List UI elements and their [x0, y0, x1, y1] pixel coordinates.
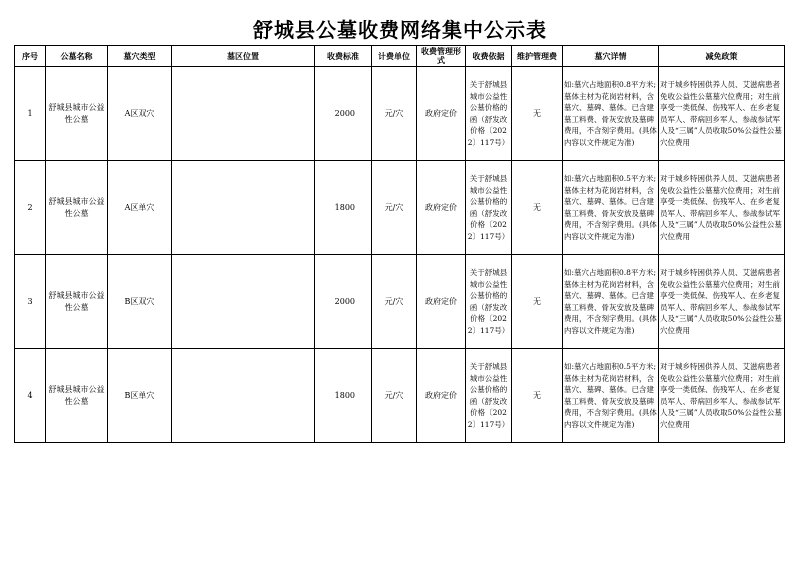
- cell-type: B区单穴: [108, 349, 172, 443]
- cell-policy: 对于城乡特困供养人员、艾滋病患者免收公益性公墓墓穴位费用；对生前享受一类低保、伤残军人、在乡老复员军人、带病回乡军人、参战参试军人及“三属”人员收取50%公益性公墓穴位费用: [659, 161, 785, 255]
- table-row: [15, 349, 785, 443]
- table-header-row: [15, 46, 785, 67]
- cell-name: 舒城县城市公益性公墓: [46, 161, 108, 255]
- cell-fee: 无: [512, 161, 563, 255]
- table-row: [15, 161, 785, 255]
- cell-price: 2000: [315, 67, 372, 161]
- cell-type: A区单穴: [108, 161, 172, 255]
- fee-table: [14, 45, 785, 443]
- header-policy: 减免政策: [659, 46, 785, 67]
- cell-mgmt: 政府定价: [417, 161, 466, 255]
- header-name: 公墓名称: [46, 46, 108, 67]
- cell-name: 舒城县城市公益性公墓: [46, 349, 108, 443]
- cell-policy: 对于城乡特困供养人员、艾滋病患者免收公益性公墓墓穴位费用；对生前享受一类低保、伤残军人、在乡老复员军人、带病回乡军人、参战参试军人及“三属”人员收取50%公益性公墓穴位费用: [659, 349, 785, 443]
- cell-fee: 无: [512, 67, 563, 161]
- cell-policy: 对于城乡特困供养人员、艾滋病患者免收公益性公墓墓穴位费用；对生前享受一类低保、伤残军人、在乡老复员军人、带病回乡军人、参战参试军人及“三属”人员收取50%公益性公墓穴位费用: [659, 67, 785, 161]
- cell-price: 1800: [315, 349, 372, 443]
- cell-unit: 元/穴: [372, 255, 417, 349]
- cell-no: 2: [15, 161, 46, 255]
- cell-mgmt: 政府定价: [417, 67, 466, 161]
- cell-unit: 元/穴: [372, 161, 417, 255]
- cell-detail: 如:墓穴占地面积0.8平方米;墓体主材为花岗岩材料，含墓穴、墓碑、墓体。已含建墓工料费、骨灰安放及墓碑费用，不含刻字费用。(具体内容以文件规定为准): [563, 67, 659, 161]
- header-unit: 计费单位: [372, 46, 417, 67]
- cell-no: 4: [15, 349, 46, 443]
- cell-detail: 如:墓穴占地面积0.5平方米;墓体主材为花岗岩材料，含墓穴、墓碑、墓体。已含建墓工料费、骨灰安放及墓碑费用，不含刻字费用。(具体内容以文件规定为准): [563, 161, 659, 255]
- header-price: 收费标准: [315, 46, 372, 67]
- cell-type: B区双穴: [108, 255, 172, 349]
- cell-price: 2000: [315, 255, 372, 349]
- cell-unit: 元/穴: [372, 67, 417, 161]
- cell-location: [172, 67, 315, 161]
- header-location: 墓区位置: [172, 46, 315, 67]
- header-basis: 收费依据: [466, 46, 512, 67]
- cell-basis: 关于舒城县城市公益性公墓价格的函（舒发改价格〔2022〕117号）: [466, 161, 512, 255]
- table-row: [15, 255, 785, 349]
- cell-location: [172, 255, 315, 349]
- table-row: [15, 67, 785, 161]
- cell-mgmt: 政府定价: [417, 349, 466, 443]
- header-detail: 墓穴详情: [563, 46, 659, 67]
- page-title: 舒城县公墓收费网络集中公示表: [253, 18, 547, 42]
- header-type: 墓穴类型: [108, 46, 172, 67]
- cell-name: 舒城县城市公益性公墓: [46, 255, 108, 349]
- cell-location: [172, 349, 315, 443]
- cell-basis: 关于舒城县城市公益性公墓价格的函（舒发改价格〔2022〕117号）: [466, 67, 512, 161]
- cell-detail: 如:墓穴占地面积0.5平方米;墓体主材为花岗岩材料，含墓穴、墓碑、墓体。已含建墓工料费、骨灰安放及墓碑费用，不含刻字费用。(具体内容以文件规定为准): [563, 349, 659, 443]
- cell-no: 1: [15, 67, 46, 161]
- cell-location: [172, 161, 315, 255]
- cell-fee: 无: [512, 349, 563, 443]
- header-no: 序号: [15, 46, 46, 67]
- header-mgmt: 收费管理形 式: [417, 46, 466, 67]
- cell-unit: 元/穴: [372, 349, 417, 443]
- cell-basis: 关于舒城县城市公益性公墓价格的函（舒发改价格〔2022〕117号）: [466, 255, 512, 349]
- cell-basis: 关于舒城县城市公益性公墓价格的函（舒发改价格〔2022〕117号）: [466, 349, 512, 443]
- header-fee: 维护管理费: [512, 46, 563, 67]
- cell-detail: 如:墓穴占地面积0.8平方米;墓体主材为花岗岩材料，含墓穴、墓碑、墓体。已含建墓工料费、骨灰安放及墓碑费用，不含刻字费用。(具体内容以文件规定为准): [563, 255, 659, 349]
- cell-type: A区双穴: [108, 67, 172, 161]
- cell-price: 1800: [315, 161, 372, 255]
- cell-no: 3: [15, 255, 46, 349]
- cell-policy: 对于城乡特困供养人员、艾滋病患者免收公益性公墓墓穴位费用；对生前享受一类低保、伤残军人、在乡老复员军人、带病回乡军人、参战参试军人及“三属”人员收取50%公益性公墓穴位费用: [659, 255, 785, 349]
- cell-name: 舒城县城市公益性公墓: [46, 67, 108, 161]
- cell-fee: 无: [512, 255, 563, 349]
- cell-mgmt: 政府定价: [417, 255, 466, 349]
